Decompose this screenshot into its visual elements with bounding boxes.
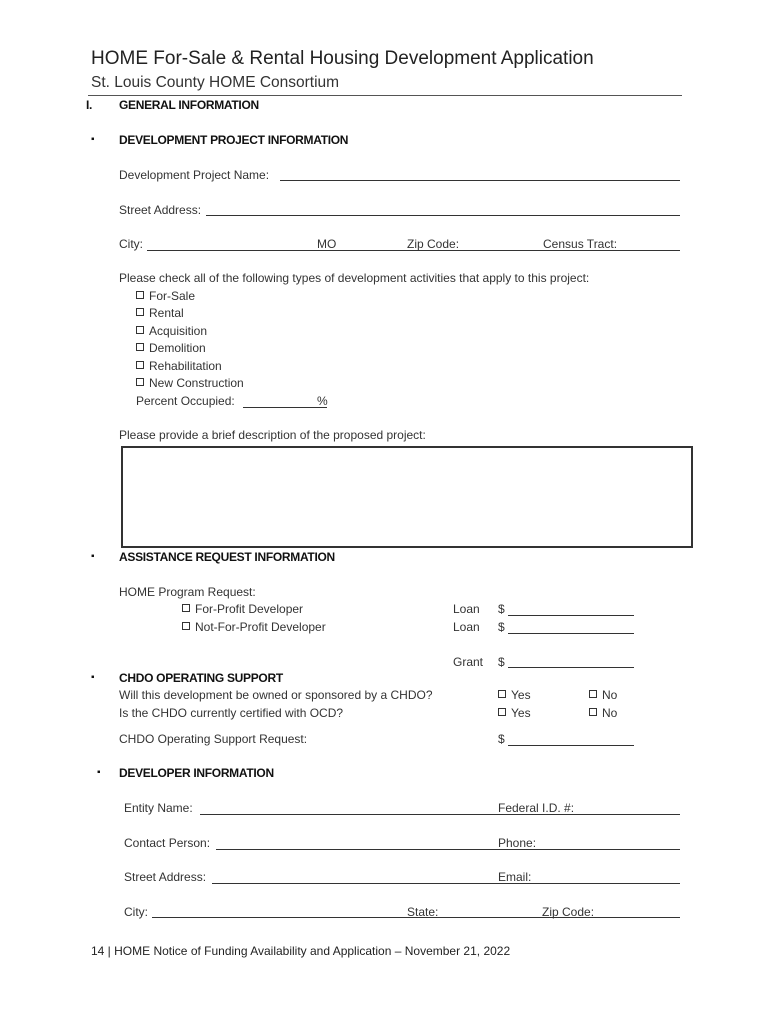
census-tract-label: Census Tract: (543, 237, 618, 251)
checkbox-icon[interactable] (136, 291, 144, 299)
developer-zip-label: Zip Code: (542, 905, 595, 919)
project-name-label: Development Project Name: (119, 168, 270, 182)
checkbox-item-new-construction[interactable] (136, 376, 244, 390)
checkbox-label: Rental (149, 306, 184, 320)
document-title: HOME For-Sale & Rental Housing Development Application (91, 48, 594, 69)
document-subtitle: St. Louis County HOME Consortium (91, 74, 340, 91)
checkbox-icon[interactable] (589, 708, 597, 716)
zip-label: Zip Code: (407, 237, 460, 251)
checkbox-label: Rehabilitation (149, 359, 222, 373)
checkbox-icon[interactable] (589, 690, 597, 698)
bullet-icon: ▪ (91, 672, 95, 683)
street-address-label: Street Address: (119, 203, 202, 217)
city-label: City: (119, 237, 143, 251)
checkbox-label: For-Profit Developer (195, 602, 304, 616)
page-footer: 14 | HOME Notice of Funding Availability and Application – November 21, 2022 (91, 944, 511, 958)
checkbox-label: New Construction (149, 376, 244, 390)
percent-occupied-label: Percent Occupied: (136, 394, 235, 408)
header-divider (88, 95, 682, 96)
loan-amount-field-nonprofit[interactable] (508, 633, 634, 634)
entity-name-label: Entity Name: (124, 801, 193, 815)
loan-label: Loan (453, 602, 480, 616)
checkbox-label: Yes (511, 688, 531, 702)
currency-symbol: $ (498, 602, 505, 616)
currency-symbol: $ (498, 732, 505, 746)
checkbox-q2-yes[interactable] (498, 706, 531, 720)
entity-name-field[interactable] (200, 814, 680, 815)
heading-assistance: ASSISTANCE REQUEST INFORMATION (119, 550, 335, 564)
developer-state-label: State: (407, 905, 439, 919)
checkbox-item-not-for-profit[interactable] (182, 620, 326, 634)
section-numeral: I. (86, 98, 93, 112)
checkbox-icon[interactable] (136, 343, 144, 351)
checkbox-icon[interactable] (136, 361, 144, 369)
developer-city-label: City: (124, 905, 148, 919)
bullet-icon: ▪ (97, 767, 101, 778)
phone-label: Phone: (498, 836, 537, 850)
program-request-label: HOME Program Request: (119, 585, 256, 599)
chdo-question-certified: Is the CHDO currently certified with OCD? (119, 706, 344, 720)
checkbox-label: No (602, 706, 618, 720)
loan-label: Loan (453, 620, 480, 634)
checkbox-icon[interactable] (136, 326, 144, 334)
checkbox-item-rehabilitation[interactable] (136, 359, 222, 373)
state-value: MO (317, 237, 337, 251)
bullet-icon: ▪ (91, 551, 95, 562)
heading-project-info: DEVELOPMENT PROJECT INFORMATION (119, 133, 349, 147)
checkbox-icon[interactable] (182, 604, 190, 612)
chdo-support-label: CHDO Operating Support Request: (119, 732, 308, 746)
checkbox-q1-yes[interactable] (498, 688, 531, 702)
description-prompt: Please provide a brief description of the proposed project: (119, 428, 426, 442)
checkbox-icon[interactable] (136, 378, 144, 386)
checkbox-item-for-profit[interactable] (182, 602, 303, 616)
checkbox-label: Demolition (149, 341, 206, 355)
loan-amount-field-for-profit[interactable] (508, 615, 634, 616)
checkbox-label: Acquisition (149, 324, 208, 338)
contact-person-label: Contact Person: (124, 836, 211, 850)
checkbox-item-rental[interactable] (136, 306, 184, 320)
grant-label: Grant (453, 655, 484, 669)
percent-unit: % (317, 394, 328, 408)
project-name-field[interactable] (280, 180, 680, 181)
checkbox-icon[interactable] (136, 308, 144, 316)
checkbox-label: For-Sale (149, 289, 196, 303)
chdo-support-amount-field[interactable] (508, 745, 634, 746)
activities-prompt: Please check all of the following types of development activities that apply to this project: (119, 271, 590, 285)
checkbox-label: No (602, 688, 618, 702)
checkbox-q2-no[interactable] (589, 706, 617, 720)
heading-chdo: CHDO OPERATING SUPPORT (119, 671, 283, 685)
checkbox-label: Yes (511, 706, 531, 720)
checkbox-item-demolition[interactable] (136, 341, 206, 355)
currency-symbol: $ (498, 620, 505, 634)
contact-person-field[interactable] (216, 849, 680, 850)
grant-amount-field[interactable] (508, 667, 634, 668)
chdo-question-owned: Will this development be owned or sponsored by a CHDO? (119, 688, 433, 702)
developer-street-field[interactable] (212, 883, 680, 884)
checkbox-item-for-sale[interactable] (136, 289, 195, 303)
checkbox-icon[interactable] (182, 622, 190, 630)
checkbox-icon[interactable] (498, 690, 506, 698)
developer-street-label: Street Address: (124, 870, 207, 884)
bullet-icon: ▪ (91, 134, 95, 145)
checkbox-label: Not-For-Profit Developer (195, 620, 326, 634)
checkbox-q1-no[interactable] (589, 688, 617, 702)
federal-id-label: Federal I.D. #: (498, 801, 575, 815)
currency-symbol: $ (498, 655, 505, 669)
heading-developer: DEVELOPER INFORMATION (119, 766, 274, 780)
section-heading-general: GENERAL INFORMATION (119, 98, 259, 112)
email-label: Email: (498, 870, 532, 884)
checkbox-icon[interactable] (498, 708, 506, 716)
checkbox-item-acquisition[interactable] (136, 324, 207, 338)
percent-occupied-field[interactable] (243, 407, 327, 408)
project-description-box[interactable] (121, 446, 693, 548)
street-address-field[interactable] (206, 215, 680, 216)
